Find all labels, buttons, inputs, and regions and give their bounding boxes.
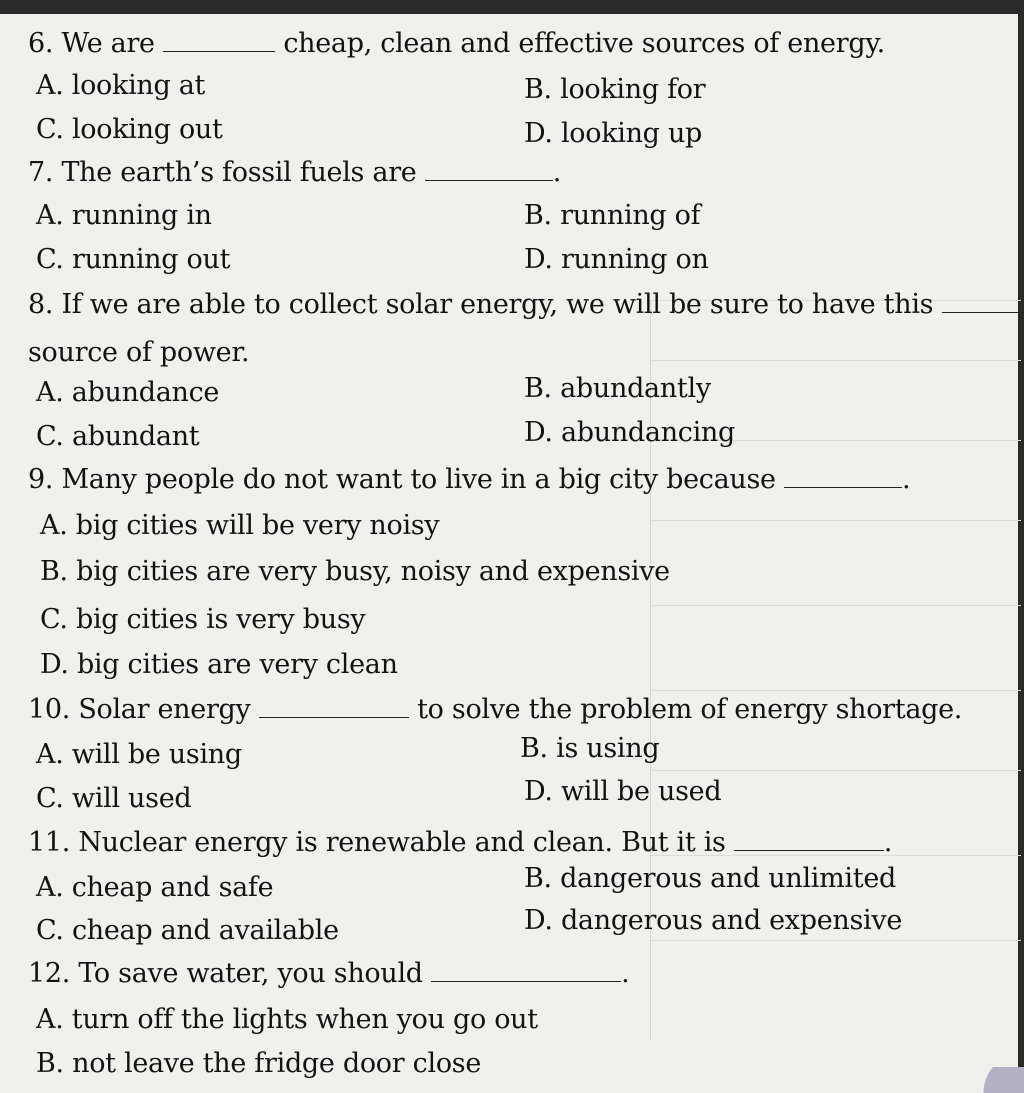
question-6-option-d[interactable]: D. looking up [524, 118, 703, 149]
question-9-option-c[interactable]: C. big cities is very busy [40, 604, 366, 635]
question-11-option-b[interactable]: B. dangerous and unlimited [524, 863, 896, 894]
question-11-stem: 11. Nuclear energy is renewable and clean. But it is . [28, 827, 893, 858]
question-7-option-a[interactable]: A. running in [36, 200, 212, 231]
question-8-option-d[interactable]: D. abundancing [524, 417, 736, 448]
question-11-option-d[interactable]: D. dangerous and expensive [524, 905, 903, 936]
question-6-option-b[interactable]: B. looking for [524, 74, 706, 105]
question-11-option-a[interactable]: A. cheap and safe [36, 872, 274, 903]
question-10-option-c[interactable]: C. will used [36, 783, 192, 814]
question-6-option-a[interactable]: A. looking at [36, 70, 206, 101]
question-8-option-b[interactable]: B. abundantly [524, 373, 711, 404]
question-10-option-a[interactable]: A. will be using [36, 739, 242, 770]
question-8-stem-continued: source of power. [28, 337, 250, 368]
question-12-option-a[interactable]: A. turn off the lights when you go out [36, 1004, 538, 1035]
answer-blank[interactable] [734, 828, 884, 851]
question-8-option-a[interactable]: A. abundance [36, 377, 220, 408]
answer-blank[interactable] [431, 959, 621, 982]
question-10-option-b[interactable]: B. is using [520, 733, 660, 764]
question-12-option-b[interactable]: B. not leave the fridge door close [36, 1048, 482, 1079]
answer-blank[interactable] [425, 158, 553, 181]
question-7-option-b[interactable]: B. running of [524, 200, 701, 231]
answer-blank[interactable] [784, 465, 902, 488]
question-10-stem: 10. Solar energy to solve the problem of energy shortage. [28, 694, 963, 725]
question-8-stem: 8. If we are able to collect solar energy, we will be sure to have this [28, 289, 1024, 321]
answer-blank[interactable] [259, 695, 409, 718]
question-11-option-c[interactable]: C. cheap and available [36, 915, 339, 946]
question-7-option-d[interactable]: D. running on [524, 244, 709, 275]
question-9-stem: 9. Many people do not want to live in a big city because . [28, 464, 911, 495]
answer-blank[interactable] [942, 290, 1024, 313]
question-8-option-c[interactable]: C. abundant [36, 421, 200, 452]
page-top-edge [0, 0, 1024, 14]
corner-shadow [964, 1067, 1024, 1093]
answer-blank[interactable] [163, 29, 275, 52]
question-9-option-a[interactable]: A. big cities will be very noisy [40, 510, 440, 541]
question-7-stem: 7. The earth’s fossil fuels are . [28, 157, 562, 188]
question-6-option-c[interactable]: C. looking out [36, 114, 223, 145]
question-6-stem: 6. We are cheap, clean and effective sources of energy. [28, 28, 885, 59]
question-12-stem: 12. To save water, you should . [28, 958, 630, 989]
question-10-option-d[interactable]: D. will be used [524, 776, 722, 807]
question-9-option-d[interactable]: D. big cities are very clean [40, 649, 398, 680]
question-7-option-c[interactable]: C. running out [36, 244, 231, 275]
question-9-option-b[interactable]: B. big cities are very busy, noisy and expensive [40, 556, 670, 587]
